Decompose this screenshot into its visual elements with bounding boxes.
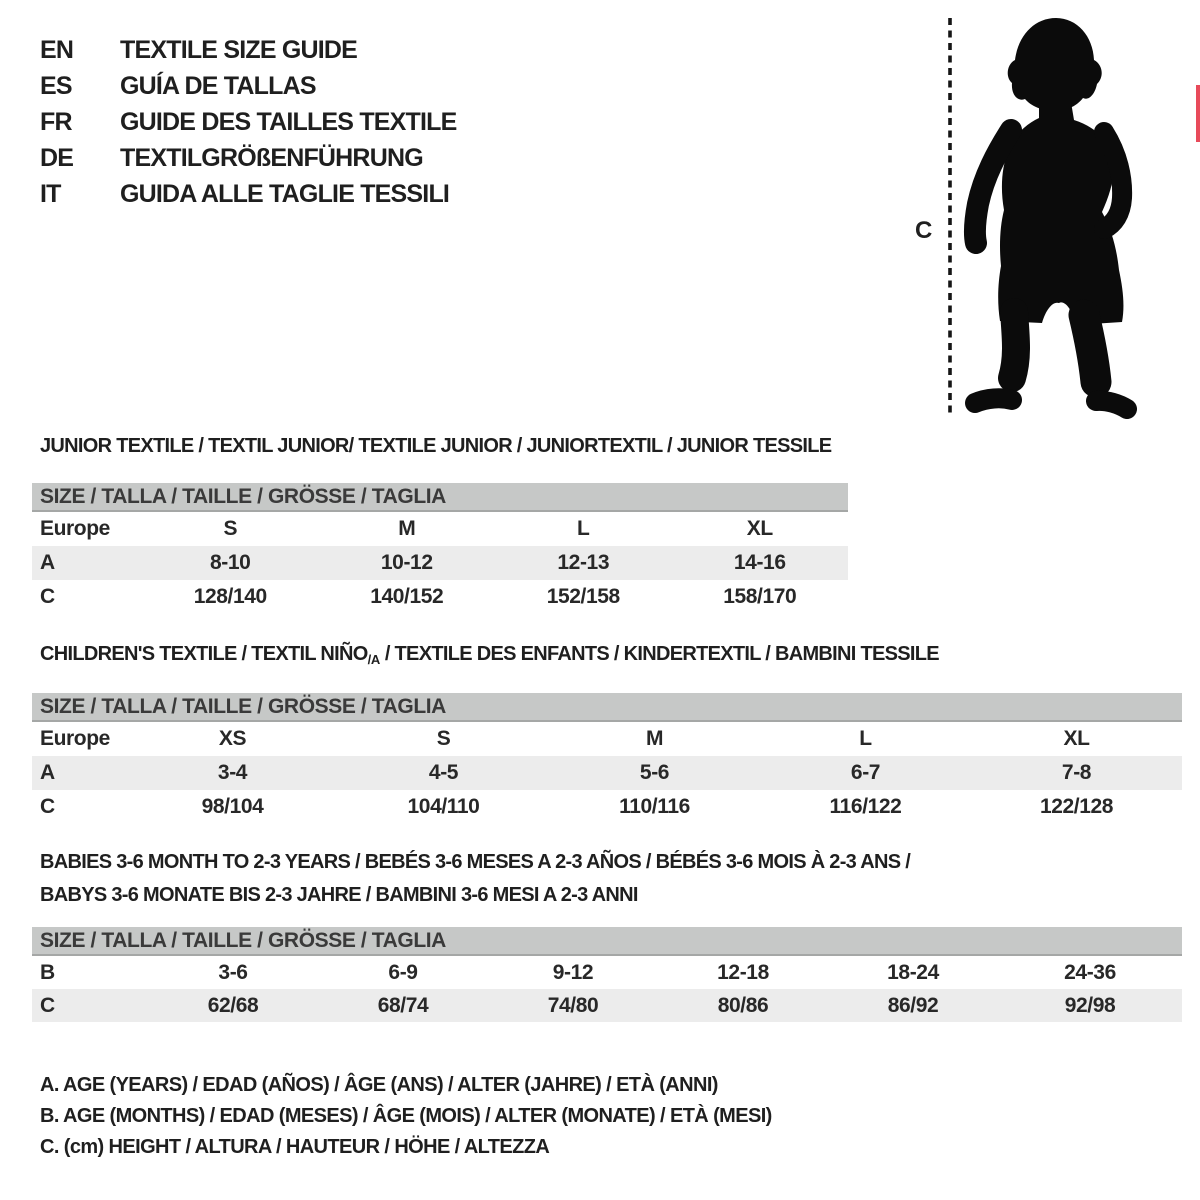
size-table-header: SIZE / TALLA / TAILLE / GRÖSSE / TAGLIA — [32, 693, 1182, 722]
children-size-table — [32, 693, 1182, 824]
size-cell: L — [859, 727, 872, 750]
section-heading-junior — [40, 434, 831, 460]
size-cell: 7-8 — [1061, 761, 1092, 784]
size-cell: 24-36 — [1064, 960, 1116, 984]
size-table-header: SIZE / TALLA / TAILLE / GRÖSSE / TAGLIA — [32, 927, 1182, 956]
size-table — [32, 512, 848, 614]
size-cell: 80/86 — [717, 993, 769, 1017]
size-cell: 6-7 — [850, 761, 881, 784]
size-cell: XS — [218, 727, 247, 750]
heading-subscript: /A — [367, 652, 380, 667]
size-cell: 18-24 — [887, 960, 939, 984]
size-cell: 128/140 — [193, 585, 267, 608]
table-row — [32, 722, 1182, 756]
table-row — [32, 756, 1182, 790]
language-title: TEXTILGRÖßENFÜHRUNG — [120, 143, 423, 172]
size-cell: 3-6 — [218, 960, 248, 984]
baby-silhouette-icon — [963, 14, 1140, 420]
section-heading-babies-line1: BABIES 3-6 MONTH TO 2-3 YEARS / BEBÉS 3-6 MESES A 2-3 AÑOS / BÉBÉS 3-6 MOIS À 2-3 ANS / — [40, 851, 911, 873]
table-row — [32, 790, 1182, 824]
size-table — [32, 956, 1182, 1022]
size-cell: XL — [746, 517, 773, 540]
language-title: GUÍA DE TALLAS — [120, 72, 316, 101]
size-cell: 122/128 — [1039, 795, 1114, 818]
size-cell: 110/116 — [619, 795, 690, 818]
language-code: ES — [40, 72, 72, 101]
size-cell: M — [645, 727, 664, 750]
table-row — [32, 989, 1182, 1022]
size-cell: 74/80 — [547, 993, 599, 1017]
language-row — [40, 140, 457, 176]
language-row — [40, 69, 457, 105]
size-cell: 5-6 — [639, 761, 670, 784]
size-cell: 104/110 — [407, 795, 480, 818]
language-title: GUIDA ALLE TAGLIE TESSILI — [120, 179, 450, 208]
heading-text: JUNIOR TEXTILE / TEXTIL JUNIOR/ TEXTILE JUNIOR / JUNIORTEXTIL / JUNIOR TESSILE — [40, 435, 832, 457]
size-cell: M — [398, 517, 416, 540]
language-code: IT — [40, 179, 61, 208]
table-row — [32, 956, 1182, 989]
size-cell: 116/122 — [829, 795, 902, 818]
table-row — [32, 546, 848, 580]
size-cell: 10-12 — [380, 551, 433, 574]
size-cell: 158/170 — [723, 585, 797, 608]
edge-artifact-mark — [1196, 85, 1200, 142]
row-label: C — [40, 993, 55, 1017]
footnote-a: A. AGE (YEARS) / EDAD (AÑOS) / ÂGE (ANS) / ALTER (JAHRE) / ETÀ (ANNI) — [40, 1074, 718, 1096]
size-cell: 14-16 — [733, 551, 786, 574]
language-list — [40, 33, 457, 212]
size-cell: 3-4 — [217, 761, 248, 784]
heading-text: / TEXTILE DES ENFANTS / KINDERTEXTIL / BAMBINI TESSILE — [379, 643, 939, 665]
size-cell: 4-5 — [428, 761, 459, 784]
size-cell: 152/158 — [546, 585, 620, 608]
table-row — [32, 512, 848, 546]
size-cell: S — [223, 517, 238, 540]
size-cell: S — [436, 727, 451, 750]
size-cell: 140/152 — [370, 585, 444, 608]
size-cell: 12-18 — [717, 960, 769, 984]
junior-size-table — [32, 483, 848, 614]
row-label: A — [40, 761, 55, 784]
row-label: C — [40, 795, 55, 818]
language-row — [40, 33, 457, 69]
language-code: EN — [40, 36, 74, 65]
figure-c-label: C — [915, 217, 933, 244]
row-label: B — [40, 960, 55, 984]
size-cell: 92/98 — [1064, 993, 1116, 1017]
size-cell: 9-12 — [552, 960, 594, 984]
height-dashed-line — [946, 16, 954, 414]
section-heading-children — [40, 642, 939, 668]
size-cell: L — [577, 517, 590, 540]
size-cell: 86/92 — [887, 993, 939, 1017]
language-title: TEXTILE SIZE GUIDE — [120, 36, 358, 65]
size-cell: 62/68 — [207, 993, 259, 1017]
section-heading-babies-line2: BABYS 3-6 MONATE BIS 2-3 JAHRE / BAMBINI 3-6 MESI A 2-3 ANNI — [40, 884, 638, 906]
table-row — [32, 580, 848, 614]
language-code: FR — [40, 107, 72, 136]
footnote-c: C. (cm) HEIGHT / ALTURA / HAUTEUR / HÖHE / ALTEZZA — [40, 1136, 550, 1158]
babies-size-table — [32, 927, 1182, 1022]
language-row — [40, 105, 457, 141]
size-table — [32, 722, 1182, 824]
row-label: Europe — [40, 727, 110, 750]
row-label: A — [40, 551, 55, 574]
size-cell: 98/104 — [201, 795, 264, 818]
row-label: Europe — [40, 517, 110, 540]
language-title: GUIDE DES TAILLES TEXTILE — [120, 107, 457, 136]
size-cell: 8-10 — [210, 551, 251, 574]
heading-text: CHILDREN'S TEXTILE / TEXTIL NIÑO — [40, 643, 368, 665]
size-cell: 12-13 — [557, 551, 610, 574]
size-cell: XL — [1063, 727, 1090, 750]
footnote-b: B. AGE (MONTHS) / EDAD (MESES) / ÂGE (MOIS) / ALTER (MONATE) / ETÀ (MESI) — [40, 1105, 772, 1127]
size-cell: 6-9 — [388, 960, 418, 984]
language-code: DE — [40, 143, 74, 172]
size-table-header: SIZE / TALLA / TAILLE / GRÖSSE / TAGLIA — [32, 483, 848, 512]
language-row — [40, 176, 457, 212]
size-cell: 68/74 — [377, 993, 429, 1017]
row-label: C — [40, 585, 55, 608]
